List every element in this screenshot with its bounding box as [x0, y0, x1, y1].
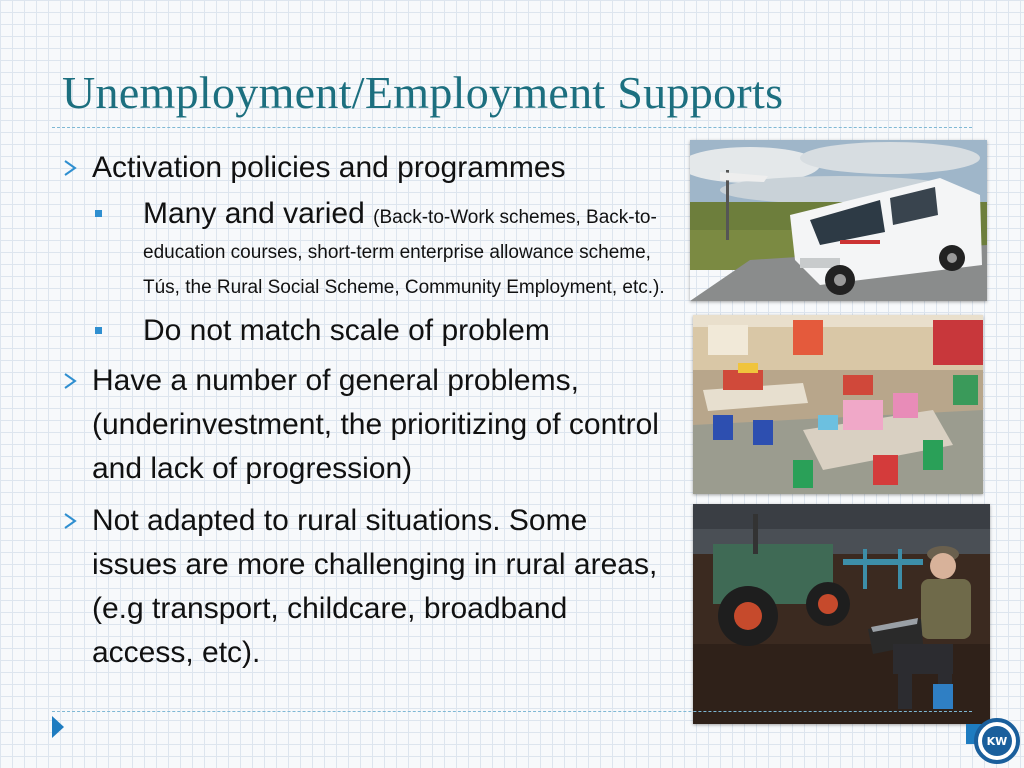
slide-title: Unemployment/Employment Supports [62, 67, 784, 118]
square-bullet-icon [95, 327, 102, 334]
footer-divider [52, 711, 972, 712]
subbullet-scale [62, 315, 674, 347]
kw-logo [974, 718, 1020, 764]
bullet-activation-policies [62, 146, 674, 190]
subbullet-many-and-varied [62, 198, 674, 303]
bullet-list [62, 146, 674, 683]
bullet-general-problems [62, 359, 674, 491]
photo-rural-minibus [690, 140, 987, 301]
square-bullet-icon [95, 210, 102, 217]
photo-childcare-room [693, 315, 983, 494]
arrow-bullet-icon [62, 372, 78, 390]
arrow-bullet-icon [62, 159, 78, 177]
arrow-bullet-icon [62, 512, 78, 530]
logo-text: KW [982, 726, 1012, 756]
subbullet-main-text: Many and varied [143, 197, 374, 230]
bullet-text: Activation policies and programmes [92, 151, 566, 184]
bullet-rural-situations [62, 499, 674, 675]
subbullet-text: Do not match scale of problem [143, 314, 550, 347]
corner-triangle-icon [52, 716, 64, 738]
bullet-text: Have a number of general problems,(underinvestment, the prioritizing of control and lack of progression) [92, 364, 659, 485]
subbullet-detail-text: (Back-to-Work schemes, Back-to- education courses, short-term enterprise allowance scheme, Tús, the Rural Social Scheme, Community Employment, etc.). [143, 207, 665, 298]
title-divider [52, 127, 972, 128]
photo-farmer-laptop [693, 504, 990, 724]
bullet-text: Not adapted to rural situations. Some issues are more challenging in rural areas, (e.g transport, childcare, broadband access, etc). [92, 504, 658, 669]
